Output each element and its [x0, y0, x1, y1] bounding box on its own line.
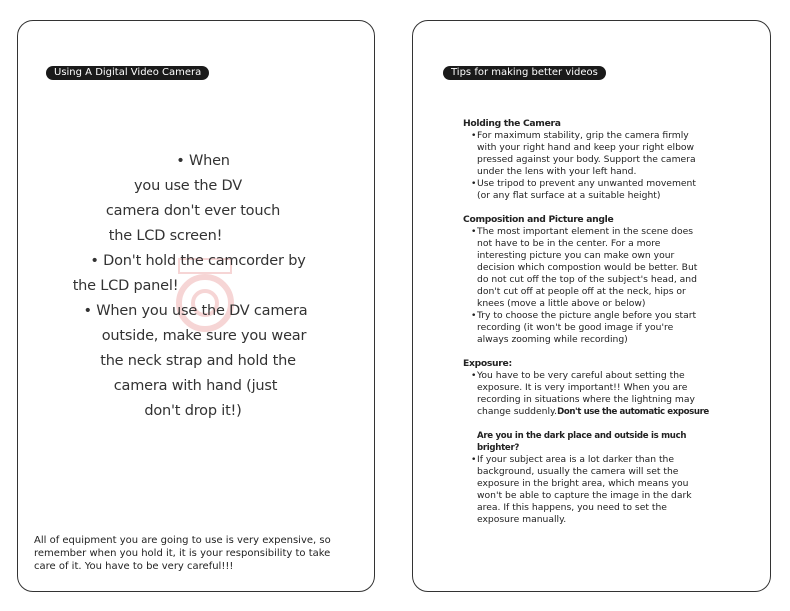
line: The most important element in the scene does: [477, 226, 694, 237]
holding-heading: Holding the Camera: [463, 118, 561, 129]
line: don't cut off at people off at the neck, hips or: [477, 286, 686, 297]
list-item: • Try to choose the picture angle before you start recording (it won't be good image if you're always zooming while recording): [463, 310, 768, 346]
list-item: • For maximum stability, grip the camera firmly with your right hand and keep your right elbow pressed against your body. Support the camera under the lens with your left hand.: [463, 130, 768, 178]
line: exposure. It is very important!! When you are: [477, 382, 688, 393]
holding-list: [463, 130, 768, 202]
line: [477, 406, 768, 418]
warning-line: don't drop it!): [144, 403, 242, 419]
exposure-answer-list: [463, 454, 768, 526]
section-label: Using A Digital Video Camera: [46, 66, 209, 80]
line: under the lens with your left hand.: [477, 166, 637, 177]
line: always zooming while recording): [477, 334, 628, 345]
left-page: [17, 20, 375, 592]
list-item: • You have to be very careful about setting the exposure. It is very important!! When you are recording in situations where the lightning may change suddenly.Don't use the automatic exposure: [463, 370, 768, 418]
warning-line: the LCD panel!: [72, 278, 179, 294]
line: do not cut off the top of the subject's head, and: [477, 274, 697, 285]
line: brighter?: [477, 443, 520, 453]
bold-note: Don't use the automatic exposure: [557, 407, 709, 417]
exposure-list: [463, 370, 768, 418]
list-item: • The most important element in the scene does not have to be in the center. For a more interesting picture you can make own your decision which compostion would be better. But do not cut off the top of the subject's head, and don't cut off at people off at the neck, hips or knees (move a little above or below): [463, 226, 768, 310]
exposure-question: [477, 430, 768, 454]
list-item: • Use tripod to prevent any unwanted movement (or any flat surface at a suitable height): [463, 178, 768, 202]
line: You have to be very careful about setting the: [477, 370, 685, 381]
warning-line: the neck strap and hold the: [100, 353, 296, 369]
list-item: • If your subject area is a lot darker than the background, usually the camera will set the exposure in the bright area, which means you won't be able to capture the image in the dark area. If this happens, you need to set the exposure manually.: [463, 454, 768, 526]
line: Try to choose the picture angle before you start: [477, 310, 697, 321]
section-label: Tips for making better videos: [443, 66, 606, 80]
composition-list: [463, 226, 768, 346]
warning-line: • When you use the DV camera: [83, 303, 308, 319]
line-text: change suddenly.: [477, 406, 558, 417]
line: background, usually the camera will set the: [477, 466, 679, 477]
line: not have to be in the center. For a more: [477, 238, 661, 249]
line: recording (it won't be good image if you're: [477, 322, 674, 333]
line: area. If this happens, you need to set the: [477, 502, 667, 513]
footer-line: remember when you hold it, it is your responsibility to take: [34, 548, 331, 559]
warning-line: camera don't ever touch: [105, 203, 281, 219]
right-page: [412, 20, 771, 592]
line: won't be able to capture the image in the dark: [477, 490, 692, 501]
exposure-heading: Exposure:: [463, 358, 512, 369]
warning-line: • Don't hold the camcorder by: [90, 253, 306, 269]
line: exposure in the bright area, which means you: [477, 478, 689, 489]
warning-line: • When: [176, 153, 230, 169]
footer-note: [34, 534, 364, 573]
line: interesting picture you can make own your: [477, 250, 675, 261]
line: recording in situations where the lightning may: [477, 394, 695, 405]
line: (or any flat surface at a suitable height): [477, 190, 661, 201]
warning-line: outside, make sure you wear: [101, 328, 307, 344]
line: pressed against your body. Support the camera: [477, 154, 696, 165]
tips-content: [463, 118, 768, 526]
footer-line: All of equipment you are going to use is very expensive, so: [34, 535, 331, 546]
line: If your subject area is a lot darker than the: [477, 454, 675, 465]
line: Use tripod to prevent any unwanted movement: [477, 178, 696, 189]
warning-line: you use the DV: [134, 178, 242, 194]
line: For maximum stability, grip the camera firmly: [477, 130, 689, 141]
composition-heading: Composition and Picture angle: [463, 214, 614, 225]
line: exposure manually.: [477, 514, 567, 525]
line: Are you in the dark place and outside is much: [477, 431, 687, 441]
footer-line: care of it. You have to be very careful!!!: [34, 561, 234, 572]
warning-line: camera with hand (just: [113, 378, 278, 394]
warning-line: the LCD screen!: [108, 228, 223, 244]
line: knees (move a little above or below): [477, 298, 646, 309]
warning-text: [58, 149, 348, 424]
line: with your right hand and keep your right elbow: [477, 142, 695, 153]
line: decision which compostion would be better. But: [477, 262, 698, 273]
